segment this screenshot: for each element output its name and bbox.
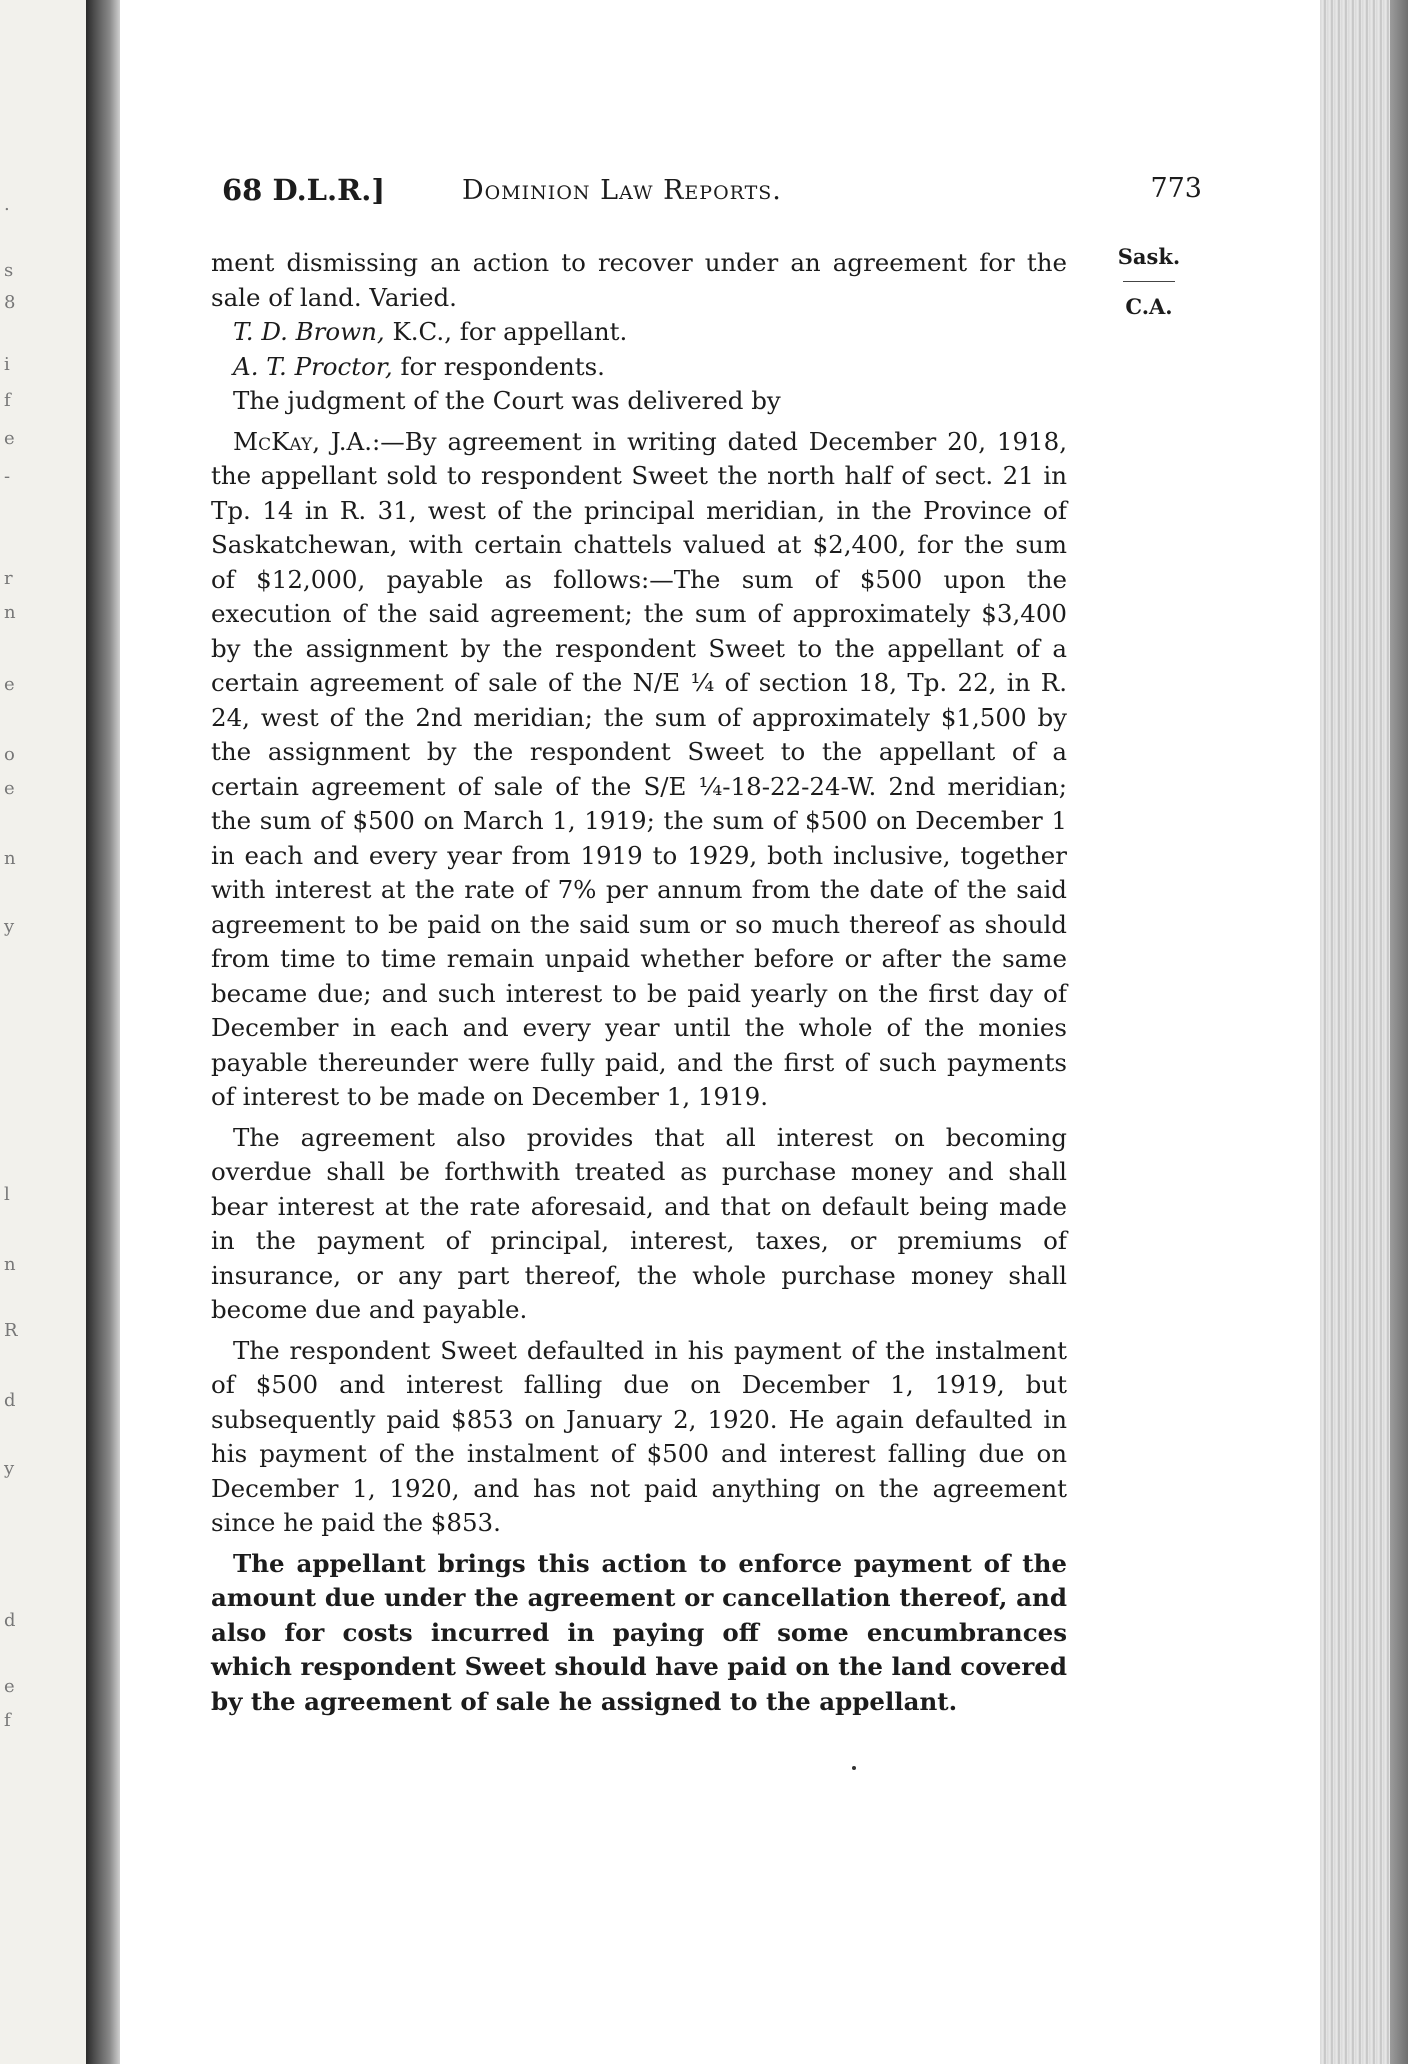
bleed-through-mark: y: [4, 1458, 15, 1479]
delivered-by: The judgment of the Court was delivered by: [233, 386, 781, 415]
margin-province: Sask.: [1117, 244, 1181, 269]
paragraph-1-text: :—By agreement in writing dated December 20, 1918, the appellant sold to respondent Sweet the north half of sect. 21 in Tp. 14 in R. 31, west of the principal meridian, in the Province of Saskatchewan, with certain chattels valued at $2,400, for the sum of $12,000, payable as follows:—The sum of $500 upon the execution of the said agreement; the sum of approximately $3,400 by the assignment by the respondent Sweet to the appellant of a certain agreement of sale of the N/E ¼ of section 18, Tp. 22, in R. 24, west of the 2nd meridian; the sum of approximately $1,500 by the assignment by the respondent Sweet to the appellant of a certain agreement of sale of the S/E ¼-18-22-24-W. 2nd meridian; the sum of $500 on March 1, 1919; the sum of $500 on December 1 in each and every year from 1919 to 1929, both inclusive, together with interest at the rate of 7% per annum from the date of the said agreement to be paid on the said sum or so much thereof as should from time to time remain unpaid whether before or after the same became due; and such interest to be paid yearly on the first day of December in each and every year until the whole of the monies payable thereunder were fully paid, and the first of such payments of interest to be made on December 1, 1919.: [211, 426, 1067, 1111]
page-stack-shadow: [1390, 0, 1408, 2064]
counsel-appellant-role: K.C., for appellant.: [384, 317, 628, 346]
judgment-body: [211, 246, 1067, 1719]
bleed-through-mark: e: [4, 1676, 15, 1697]
journal-title: Dominion Law Reports.: [462, 175, 782, 206]
book-binding-shadow: [86, 0, 120, 2064]
bleed-through-mark: R: [4, 1320, 18, 1341]
page-stack-edge: [1320, 0, 1408, 2064]
counsel-respondent: [211, 350, 1067, 385]
paragraph-3: The respondent Sweet defaulted in his payment of the instalment of $500 and interest falling due on December 1, 1919, but subsequently paid $853 on January 2, 1920. He again defaulted in his payment of the instalment of $500 and interest falling due on December 1, 1920, and has not paid anything on the agreement since he paid the $853.: [211, 1335, 1067, 1537]
judge-name: McKay, J.A.: [233, 426, 373, 456]
bleed-through-mark: e: [4, 778, 15, 799]
paragraph-2: The agreement also provides that all interest on becoming overdue shall be forthwith treated as purchase money and shall bear interest at the rate aforesaid, and that on default being made in the payment of principal, interest, taxes, or premiums of insurance, or any part thereof, the whole purchase money shall become due and payable.: [211, 1122, 1067, 1324]
bleed-through-mark: l: [4, 1184, 10, 1205]
page-number: 773: [1150, 173, 1202, 204]
bleed-through-mark: .: [4, 194, 10, 215]
bleed-through-mark: i: [4, 354, 10, 375]
bleed-through-mark: s: [4, 260, 14, 281]
bleed-through-mark: r: [4, 568, 13, 589]
bleed-through-mark: f: [4, 390, 11, 411]
counsel-respondent-name: A. T. Proctor,: [233, 351, 393, 381]
volume-reference: 68 D.L.R.]: [222, 173, 386, 207]
bleed-through-mark: f: [4, 1710, 11, 1731]
bleed-through-mark: d: [4, 1610, 16, 1631]
paragraph-4: The appellant brings this action to enforce payment of the amount due under the agreement or cancellation thereof, and also for costs incurred in paying off some encumbrances which respondent Sweet should have paid on the land covered by the agreement of sale he assigned to the appellant.: [211, 1548, 1067, 1716]
stray-mark: [852, 1766, 856, 1770]
counsel-respondent-role: for respondents.: [392, 351, 605, 381]
bleed-through-mark: n: [4, 848, 16, 869]
headnote-end: ment dismissing an action to recover under an agreement for the sale of land. Varied.: [211, 248, 1067, 312]
counsel-appellant-name: T. D. Brown,: [233, 317, 385, 346]
paragraph-1: [211, 425, 1067, 1115]
margin-divider: [1123, 281, 1175, 282]
bleed-through-mark: n: [4, 602, 16, 623]
bleed-through-mark: y: [4, 916, 15, 937]
bleed-through-mark: d: [4, 1390, 16, 1411]
bleed-through-mark: n: [4, 1254, 16, 1275]
bleed-through-mark: -: [4, 466, 11, 487]
bleed-through-mark: e: [4, 428, 15, 449]
margin-court: C.A.: [1125, 294, 1173, 319]
scan-left-margin: [0, 0, 86, 2064]
running-header: [222, 173, 1202, 213]
bleed-through-mark: 8: [4, 292, 16, 313]
bleed-through-mark: o: [4, 744, 15, 765]
bleed-through-mark: e: [4, 674, 15, 695]
counsel-appellant: [211, 315, 1067, 350]
margin-note: [1110, 244, 1188, 319]
